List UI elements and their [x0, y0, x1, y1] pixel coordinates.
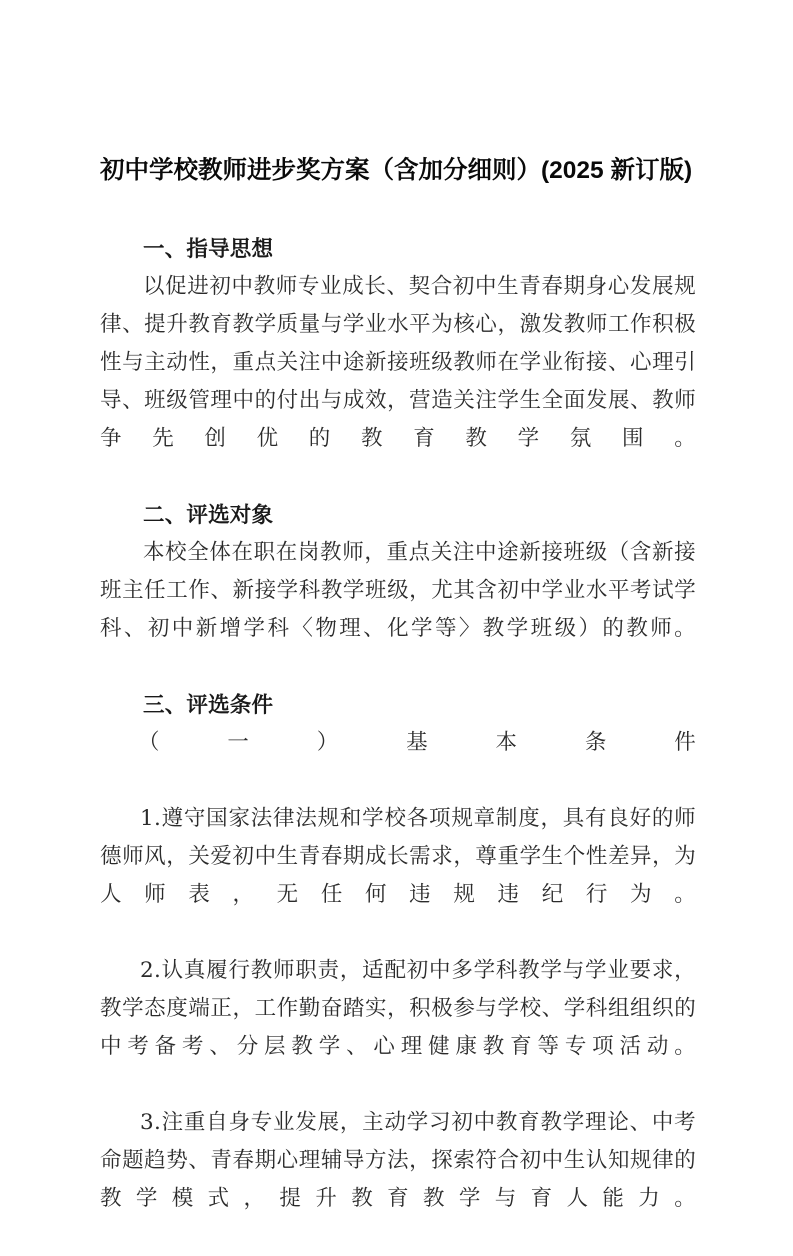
section-3-item-2: 2.认真履行教师职责，适配初中多学科教学与学业要求，教学态度端正，工作勤奋踏实，积极参与学校、学科组组织的中考备考、分层教学、心理健康教育等专项活动。	[100, 958, 696, 1059]
section-heading-1: 一、指导思想	[143, 237, 274, 261]
page-title: 初中学校教师进步奖方案（含加分细则）(2025 新订版)	[100, 157, 693, 184]
section-2-paragraph: 本校全体在职在岗教师，重点关注中途新接班级（含新接班主任工作、新接学科教学班级，尤其含初中学业水平考试学科、初中新增学科〈物理、化学等〉教学班级）的教师。	[100, 540, 696, 641]
section-3-item-1: 1.遵守国家法律法规和学校各项规章制度，具有良好的师德师风，关爱初中生青春期成长需求，尊重学生个性差异，为人师表，无任何违规违纪行为。	[100, 806, 696, 907]
section-3-item-3: 3.注重自身专业发展，主动学习初中教育教学理论、中考命题趋势、青春期心理辅导方法，探索符合初中生认知规律的教学模式，提升教育教学与育人能力。	[100, 1110, 696, 1211]
section-heading-2: 二、评选对象	[143, 503, 274, 527]
section-1-paragraph: 以促进初中教师专业成长、契合初中生青春期身心发展规律、提升教育教学质量与学业水平为核心，激发教师工作积极性与主动性，重点关注中途新接班级教师在学业衔接、心理引导、班级管理中的付出与成效，营造关注学生全面发展、教师争先创优的教育教学氛围。	[100, 274, 696, 451]
section-3-subheading: （一）基本条件	[138, 730, 696, 755]
section-heading-3: 三、评选条件	[143, 693, 274, 717]
document-content	[100, 0, 696, 1256]
